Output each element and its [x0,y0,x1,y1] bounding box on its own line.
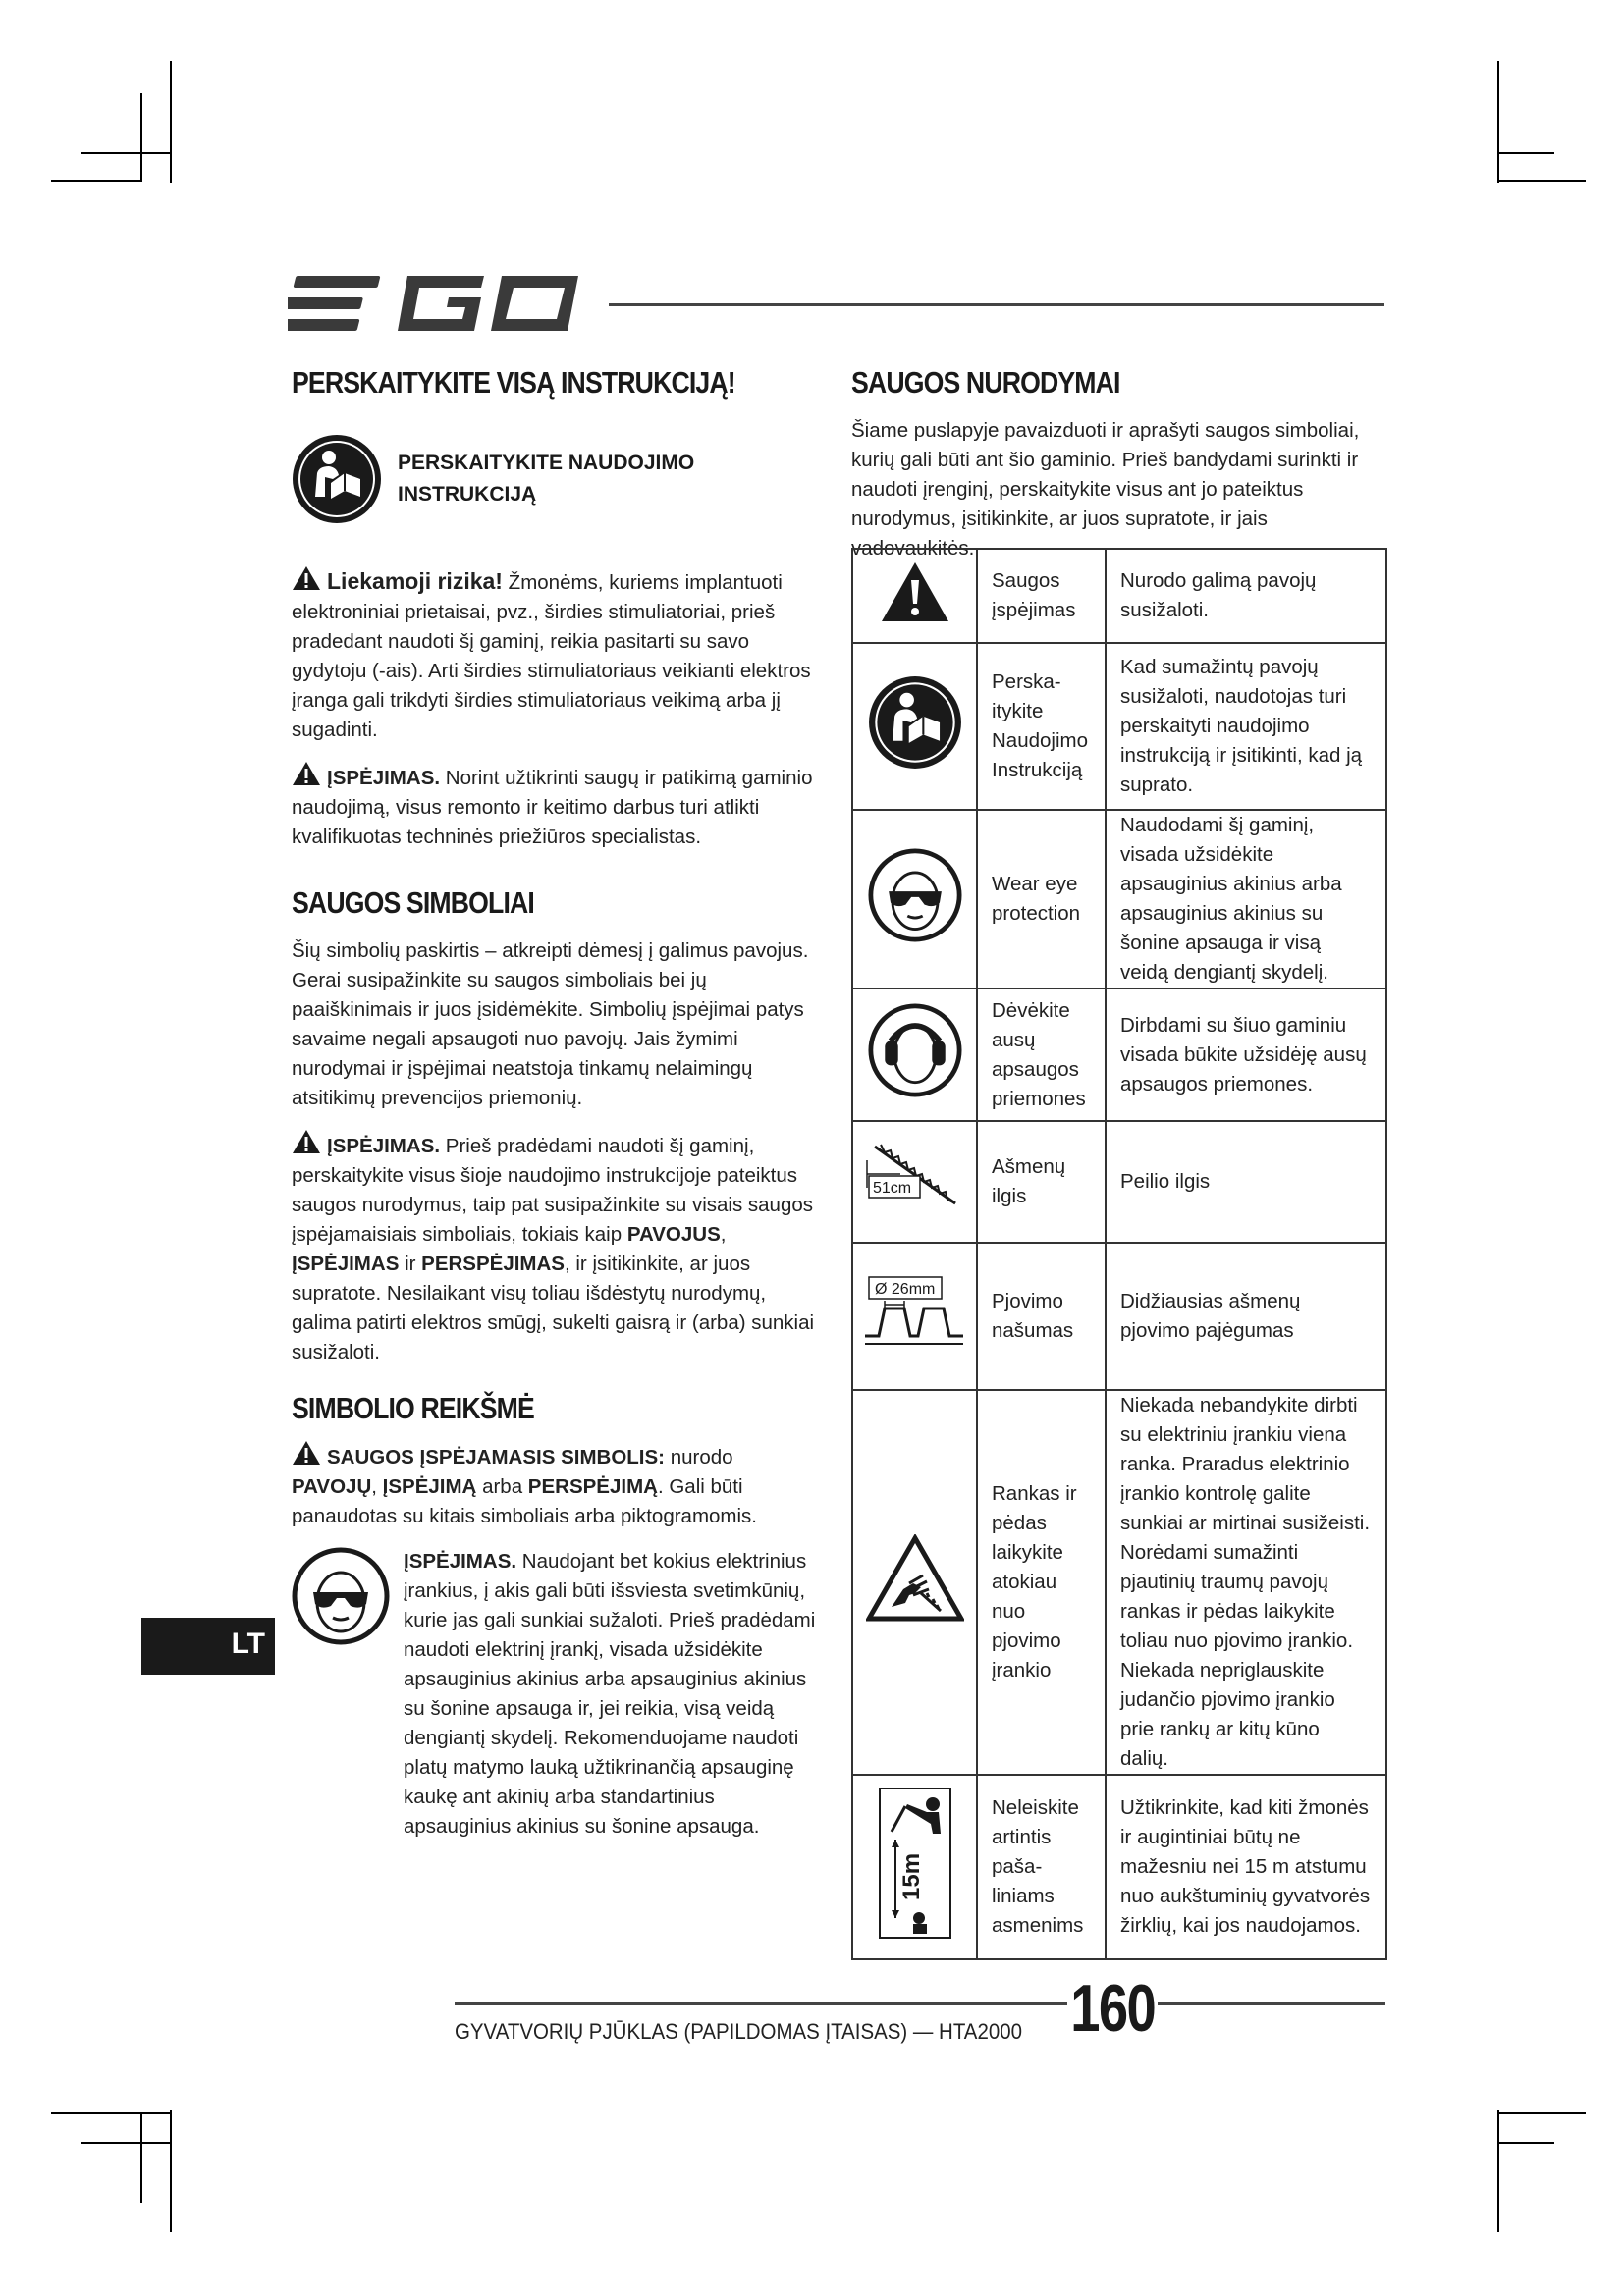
header-rule [609,303,1384,306]
safety-symbols-table [851,548,1387,1960]
read-all-warning-lead: ĮSPĖJIMAS. [327,1135,441,1157]
crop-mark [1497,2142,1554,2144]
symbol-name: Saugos įspėjimas [977,549,1106,643]
read-all-warning-text-b: , ir įsitikinkite, ar juos supratote. Nesilaikant visų toliau išdėstytų nurodymų, galima patirti elektros smūgį, sukelti gaisrą ir (arba) sunkiai susižaloti. [292,1253,815,1363]
warning-word: ĮSPĖJIMAS [292,1253,400,1275]
crop-mark [1497,2110,1499,2232]
safety-instructions-heading: SAUGOS NURODYMAI [851,365,1120,400]
eye-warning-block [292,1547,816,1842]
separator: , [371,1475,383,1498]
table-row [852,1775,1386,1959]
brand-text: EGO [288,270,291,271]
eye-protection-icon [868,848,962,942]
crop-mark [170,61,172,183]
table-row [852,1243,1386,1390]
symbol-name: Rankas ir pėdas laikykite atokiau nuo pjovimo įrankio [977,1390,1106,1775]
icon-cell [852,1243,977,1390]
footer-rule [455,2002,1385,2005]
symbol-meaning-paragraph [292,1440,816,1531]
ear-protection-icon [868,1003,962,1097]
safety-symbols-heading: SAUGOS SIMBOLIAI [292,885,534,920]
eye-protection-icon [292,1547,390,1645]
distance-label: 15m [897,1852,925,1900]
ego-logo [288,270,582,339]
symbol-description: Peilio ilgis [1106,1121,1386,1243]
crop-mark [1497,61,1499,183]
crop-mark [51,2112,171,2114]
symbol-description: Naudodami šį gaminį, visada užsidėkite apsauginius akinius arba apsauginius akinius su šonine apsauga ir visą veidą dengiantį skydelį. [1106,810,1386,988]
symbol-meaning-lead: SAUGOS ĮSPĖJAMASIS SIMBOLIS: [327,1446,665,1468]
icon-cell [852,1390,977,1775]
symbol-meaning-text: . Gali būti panaudotas su kitais simboliais arba piktogramomis. [292,1475,758,1527]
icon-cell [852,1121,977,1243]
residual-risk-paragraph [292,565,816,745]
symbol-meaning-text: nurodo [670,1446,733,1468]
danger-word: PAVOJUS [626,1223,721,1246]
symbol-description: Užtikrinkite, kad kiti žmonės ir augintiniai būtų ne mažesniu nei 15 m atstumu nuo aukštuminių gyvatvorės žirklių, kai jos naudojamos. [1106,1775,1386,1959]
symbol-name: Perska-itykite Naudojimo Instrukciją [977,643,1106,810]
table-row [852,1121,1386,1243]
warning-triangle-icon [880,561,950,623]
repair-warning-text: Norint užtikrinti saugų ir patikimą gaminio naudojimą, visus remonto ir keitimo darbus turi atlikti kvalifikuotas techninės priežiūros specialistas. [292,767,813,848]
crop-mark [1497,180,1586,182]
hands-away-icon [866,1534,964,1623]
keep-bystanders-away-icon [876,1785,954,1942]
icon-cell [852,549,977,643]
blade-length-label: 51cm [872,1179,911,1197]
read-manual-icon [868,675,962,770]
table-row [852,988,1386,1121]
table-row [852,643,1386,810]
table-row [852,810,1386,988]
page-number: 160 [1067,1969,1158,2048]
symbol-description: Dirbdami su šiuo gaminiu visada būkite užsidėję ausų apsaugos priemones. [1106,988,1386,1121]
symbol-name: Wear eye protection [977,810,1106,988]
read-manual-label-1: PERSKAITYKITE NAUDOJIMO [398,452,695,474]
safety-symbols-paragraph: Šių simbolių paskirtis – atkreipti dėmesį į galimus pavojus. Gerai susipažinkite su saugos simboliais bei jų paaiškinimais ir juos įsidėmėkite. Simbolių įspėjimai patys savaime negali apsaugoti nuo pavojų. Jais žymimi nurodymai ir įspėjimai neatstoja tinkamų nelaimingų atsitikimų prevencijos priemonių. [292,939,809,1109]
read-manual-label-2: INSTRUKCIJĄ [398,483,537,506]
read-instructions-heading: PERSKAITYKITE VISĄ INSTRUKCIJĄ! [292,365,735,400]
residual-risk-text: Žmonėms, kuriems implantuoti elektroniniai prietaisai, pvz., širdies stimuliatoriai, prieš pradedant naudoti šį gaminį, reikia pasitarti su savo gydytoju (-ais). Arti širdies stimuliatoriaus veikianti elektros įranga gali trikdyti širdies stimuliatoriaus veikimą arba jį sugadinti. [292,571,811,741]
repair-warning-paragraph [292,761,816,852]
safety-instructions-intro: Šiame puslapyje pavaizduoti ir aprašyti saugos simboliai, kurių gali būti ant šio gaminio. Prieš bandydami surinkti ir naudoti įrenginį, perskaitykite visus ant jo pateiktus nurodymus, įsitikinkite, ar juos supratote, ir jais vadovaukitės. [851,419,1360,560]
icon-cell [852,988,977,1121]
crop-mark [170,2110,172,2232]
symbol-description: Didžiausias ašmenų pjovimo pajėgumas [1106,1243,1386,1390]
symbol-name: Pjovimo našumas [977,1243,1106,1390]
icon-cell [852,643,977,810]
language-tab: LT [141,1618,275,1675]
table-row [852,549,1386,643]
crop-mark [1497,152,1554,154]
cutting-capacity-icon [861,1273,969,1352]
warning-triangle-icon [292,1440,321,1466]
symbol-description: Niekada nebandykite dirbti su elektriniu įrankiu viena ranka. Praradus elektrinio įrankio kontrolę galite sunkiai ar mirtinai susižeisti. Norėdami sumažinti pjautinių traumų pavojų rankas ir pėdas laikykite toliau nuo pjovimo įrankio. Niekada nepriglauskite judančio pjovimo įrankio prie rankų ar kitų kūno dalių. [1106,1390,1386,1775]
read-manual-icon [292,434,382,524]
read-manual-notice [292,434,816,524]
caution-word: PERSPĖJIMĄ [527,1475,658,1498]
footer-title: GYVATVORIŲ PJŪKLAS (PAPILDOMAS ĮTAISAS) — HTA2000 [455,2019,1022,2044]
warning-word: ĮSPĖJIMĄ [382,1475,477,1498]
symbol-meaning-heading: SIMBOLIO REIKŠMĖ [292,1391,534,1425]
warning-triangle-icon [292,565,321,591]
separator: , [720,1223,727,1246]
repair-warning-lead: ĮSPĖJIMAS. [327,767,441,789]
eye-warning-text: Naudojant bet kokius elektrinius įrankius, į akis gali būti išsviesta svetimkūnių, kurie jas gali sunkiai sužaloti. Prieš pradėdami naudoti elektrinį įrankį, visada užsidėkite apsauginius akinius arba apsauginius akinius su šonine apsauga ir, jei reikia, visą veidą dengiantį skydelį. Rekomenduojame naudoti platų matymo lauką užtikrinančią apsauginę kaukę ant akinių arba standartinius apsauginius akinius su šonine apsauga. [404,1550,816,1838]
separator: ir [399,1253,422,1275]
blade-length-icon [861,1139,969,1217]
crop-mark [51,180,141,182]
symbol-description: Kad sumažintų pavojų susižaloti, naudotojas turi perskaityti naudojimo instrukciją ir įsitikinti, kad ją suprato. [1106,643,1386,810]
icon-cell [852,1775,977,1959]
crop-mark [1497,2112,1586,2114]
residual-risk-lead: Liekamoji rizika! [327,568,503,594]
caution-word: PERSPĖJIMAS [421,1253,565,1275]
right-column [851,365,1386,563]
left-column [292,365,816,1842]
symbol-name: Dėvėkite ausų apsaugos priemones [977,988,1106,1121]
warning-triangle-icon [292,761,321,786]
separator: arba [476,1475,528,1498]
cutting-capacity-label: Ø 26mm [874,1280,935,1298]
crop-mark [140,2112,142,2203]
danger-word: PAVOJŲ [292,1475,372,1498]
symbol-description: Nurodo galimą pavojų susižaloti. [1106,549,1386,643]
read-all-warning-paragraph [292,1129,816,1367]
eye-warning-lead: ĮSPĖJIMAS. [404,1550,517,1573]
crop-mark [81,2142,172,2144]
symbol-name: Neleiskite artintis paša-liniams asmenims [977,1775,1106,1959]
read-all-warning-text-a: Prieš pradėdami naudoti šį gaminį, perskaitykite visus šioje naudojimo instrukcijoje pateiktus saugos nurodymus, taip pat susipažinkite su visais saugos įspėjamaisiais simboliais, tokiais kaip [292,1135,814,1246]
eye-warning-paragraph [404,1547,816,1842]
symbol-name: Ašmenų ilgis [977,1121,1106,1243]
icon-cell [852,810,977,988]
crop-mark [140,93,142,182]
table-row [852,1390,1386,1775]
warning-triangle-icon [292,1129,321,1154]
crop-mark [81,152,172,154]
